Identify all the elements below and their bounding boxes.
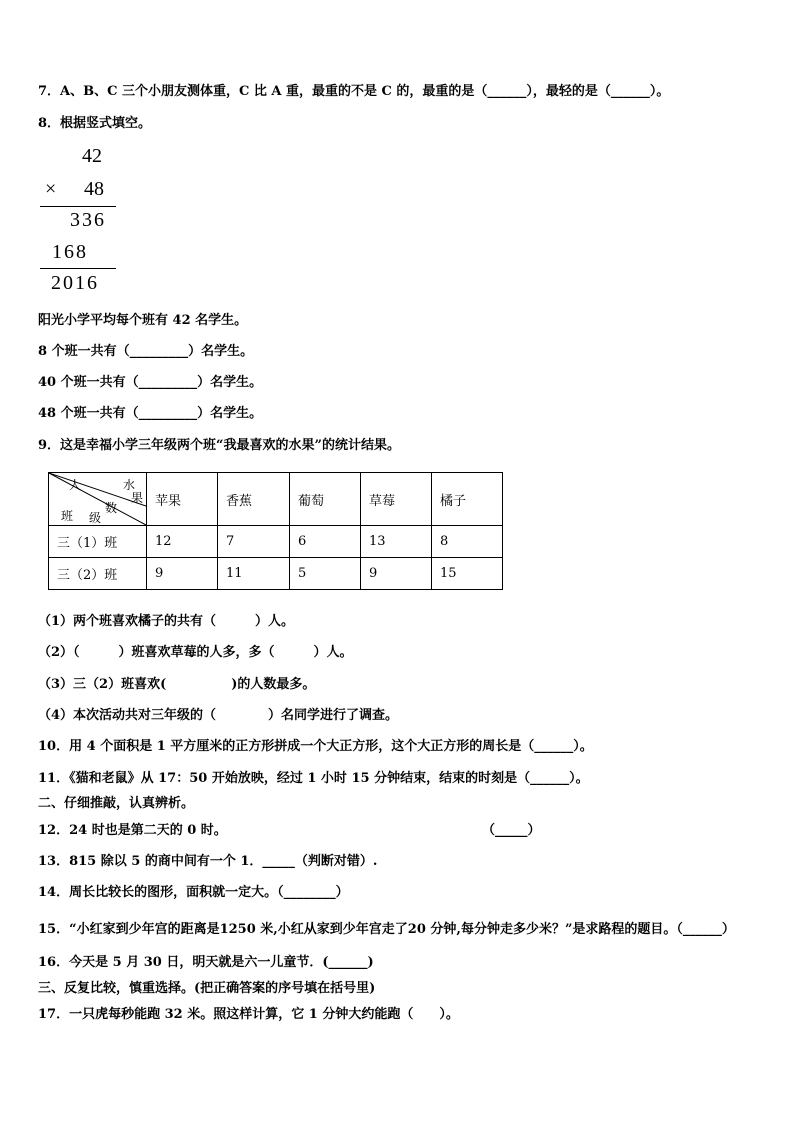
column-header: 香蕉	[218, 473, 290, 526]
fruit-survey-table	[48, 472, 503, 590]
question-8-item: 8 个班一共有（_________）名学生。	[38, 344, 254, 359]
question-15: 15．“小红家到少年宫的距离是1250 米,小红从家到少年宫走了20 分钟,每分钟走多少米？”是求路程的题目。（______）	[38, 922, 735, 937]
question-8-item: 40 个班一共有（_________）名学生。	[38, 375, 263, 390]
table-cell: 11	[218, 558, 290, 590]
table-row	[49, 558, 503, 590]
corner-label: 果	[131, 491, 144, 505]
question-9-sub: （3）三（2）班喜欢( )的人数最多。	[38, 677, 316, 692]
table-header-row	[49, 473, 503, 526]
corner-label: 班	[61, 509, 74, 523]
question-16: 16．今天是 5 月 30 日，明天就是六一儿童节．(______)	[38, 955, 374, 970]
table-cell: 12	[147, 526, 218, 558]
corner-label: 人	[69, 478, 82, 492]
partial-product-2: 168	[52, 241, 88, 263]
table-cell: 8	[432, 526, 503, 558]
table-cell: 7	[218, 526, 290, 558]
table-cell: 13	[361, 526, 432, 558]
corner-label: 水	[123, 478, 136, 492]
table-cell: 15	[432, 558, 503, 590]
calc-rule-1	[40, 206, 116, 207]
table-cell: 5	[290, 558, 361, 590]
question-11: 11．《猫和老鼠》从 17：50 开始放映，经过 1 小时 15 分钟结束，结束的时刻是（______）。	[38, 771, 589, 786]
question-9-sub: （2）（ ）班喜欢草莓的人多，多（ ）人。	[38, 645, 353, 660]
product-result: 2016	[51, 272, 99, 294]
calc-rule-2	[40, 268, 116, 269]
question-12-blank: （_____）	[482, 823, 541, 838]
question-8-intro: 阳光小学平均每个班有 42 名学生。	[38, 313, 248, 328]
multiplier: 48	[84, 178, 104, 200]
question-17: 17．一只虎每秒能跑 32 米。照这样计算，它 1 分钟大约能跑（ ）。	[38, 1007, 459, 1022]
question-9-title: 9．这是幸福小学三年级两个班“我最喜欢的水果”的统计结果。	[38, 438, 401, 453]
column-header: 草莓	[361, 473, 432, 526]
column-header: 橘子	[432, 473, 503, 526]
question-9-sub: （1）两个班喜欢橘子的共有（ ）人。	[38, 614, 295, 629]
section-2-heading: 二、仔细推敲，认真辨析。	[38, 796, 195, 811]
table-cell: 9	[147, 558, 218, 590]
diagonal-header-cell	[49, 473, 147, 526]
question-12: 12．24 时也是第二天的 0 时。	[38, 823, 227, 838]
question-8-title: 8．根据竖式填空。	[38, 116, 152, 131]
table-cell: 9	[361, 558, 432, 590]
multiply-sign: ×	[45, 178, 57, 200]
table-cell: 6	[290, 526, 361, 558]
partial-product-1: 336	[70, 209, 106, 231]
question-14: 14．周长比较长的图形，面积就一定大。（________）	[38, 885, 349, 900]
column-header: 苹果	[147, 473, 218, 526]
section-3-heading: 三、反复比较，慎重选择。(把正确答案的序号填在括号里)	[38, 981, 376, 996]
question-7: 7．A、B、C 三个小朋友测体重，C 比 A 重，最重的不是 C 的，最重的是（______），最轻的是（______）。	[38, 84, 670, 99]
corner-label: 级	[89, 511, 102, 525]
row-label: 三（1）班	[49, 526, 147, 558]
multiplicand: 42	[82, 145, 102, 167]
question-8-item: 48 个班一共有（_________）名学生。	[38, 406, 263, 421]
question-10: 10．用 4 个面积是 1 平方厘米的正方形拼成一个大正方形，这个大正方形的周长是（______）。	[38, 739, 593, 754]
corner-label: 数	[105, 501, 118, 515]
table-row	[49, 526, 503, 558]
row-label: 三（2）班	[49, 558, 147, 590]
question-9-sub: （4）本次活动共对三年级的（ ）名同学进行了调查。	[38, 708, 399, 723]
question-13: 13．815 除以 5 的商中间有一个 1．_____（判断对错）.	[38, 854, 378, 869]
column-header: 葡萄	[290, 473, 361, 526]
